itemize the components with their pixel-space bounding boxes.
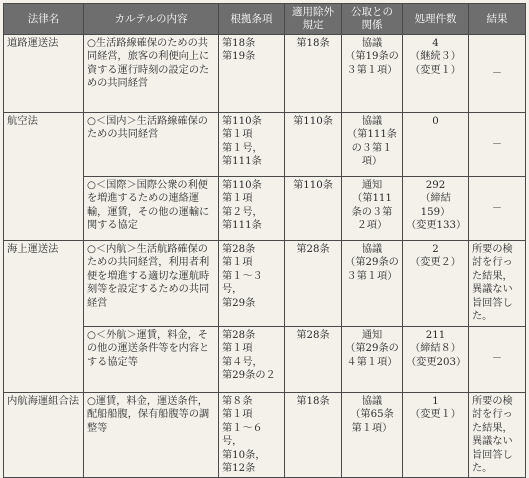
result-cell: －	[469, 35, 526, 113]
result-cell: 所要の検討を行った結果，異議ない旨回答した。	[469, 392, 526, 478]
header-ftc-relation: 公取との 関係	[342, 4, 403, 35]
exemption-cell: 第18条	[285, 35, 342, 113]
exemption-cell: 第110条	[285, 113, 342, 177]
header-law-name: 法律名	[4, 4, 84, 35]
ftc-relation-cell: 協議 （第111条 の３第１ 項）	[342, 113, 403, 177]
law-name-cell: 内航海運組合法	[4, 392, 84, 478]
cartel-content-cell: ○＜国内＞生活路線確保のための共同経営	[84, 113, 219, 177]
case-count-cell: 1 （変更１）	[403, 392, 469, 478]
ftc-relation-cell: 協議 （第19条の ３第１項）	[342, 35, 403, 113]
result-cell: －	[469, 177, 526, 241]
table-row	[4, 113, 526, 177]
cartel-table	[3, 3, 526, 478]
exemption-cell: 第18条	[285, 392, 342, 478]
cartel-content-cell: ○運賃，料金，運送条件，配船船腹，保有船腹等の調整等	[84, 392, 219, 478]
case-count-cell: 4 （継続３） （変更１）	[403, 35, 469, 113]
ftc-relation-cell: 協議 （第29条の ３第１項）	[342, 241, 403, 327]
result-cell: －	[469, 113, 526, 177]
basis-cell: 第18条 第19条	[219, 35, 285, 113]
table-row	[4, 241, 526, 327]
result-cell: －	[469, 326, 526, 392]
law-name-cell: 海上運送法	[4, 241, 84, 393]
ftc-relation-cell: 通知 （第111 条の３第 ２項）	[342, 177, 403, 241]
exemption-cell: 第110条	[285, 177, 342, 241]
case-count-cell: 2 （変更２）	[403, 241, 469, 327]
header-result: 結果	[469, 4, 526, 35]
table-row	[4, 35, 526, 113]
exemption-cell: 第28条	[285, 241, 342, 327]
basis-cell: 第８条 第１項 第１～６号， 第10条， 第12条	[219, 392, 285, 478]
cartel-content-cell: ○＜外航＞運賃，料金，その他の運送条件等を内容とする協定等	[84, 326, 219, 392]
exemption-cell: 第28条	[285, 326, 342, 392]
cartel-content-cell: ○生活路線確保のための共同経営，旅客の利便向上に資する運行時刻の設定のための共同経営	[84, 35, 219, 113]
header-basis-clause: 根拠条項	[219, 4, 285, 35]
ftc-relation-cell: 通知 （第29条の ４第１項）	[342, 326, 403, 392]
header-case-count: 処理件数	[403, 4, 469, 35]
cartel-content-cell: ○＜内航＞生活航路確保のための共同経営，利用者利便を増進する適切な運航時刻等を設定するための共同経営	[84, 241, 219, 327]
basis-cell: 第110条 第１項 第１号， 第111条	[219, 113, 285, 177]
ftc-relation-cell: 協議 （第65条 第１項）	[342, 392, 403, 478]
header-cartel-content: カルテルの内容	[84, 4, 219, 35]
basis-cell: 第28条 第１項 第１～３号， 第29条	[219, 241, 285, 327]
case-count-cell: 0	[403, 113, 469, 177]
basis-cell: 第110条 第１項 第２号， 第111条	[219, 177, 285, 241]
basis-cell: 第28条 第１項 第４号， 第29条の２	[219, 326, 285, 392]
header-row	[4, 4, 526, 35]
result-cell: 所要の検討を行った結果，異議ない旨回答した。	[469, 241, 526, 327]
law-name-cell: 道路運送法	[4, 35, 84, 113]
header-exemption: 適用除外 規定	[285, 4, 342, 35]
table-row	[4, 392, 526, 478]
law-name-cell: 航空法	[4, 113, 84, 241]
case-count-cell: 292 （締結159） （変更133）	[403, 177, 469, 241]
case-count-cell: 211 （締結８） （変更203）	[403, 326, 469, 392]
cartel-content-cell: ○＜国際＞国際公衆の利便を増進するための連絡運輸，運賃，その他の運輸に関する協定	[84, 177, 219, 241]
